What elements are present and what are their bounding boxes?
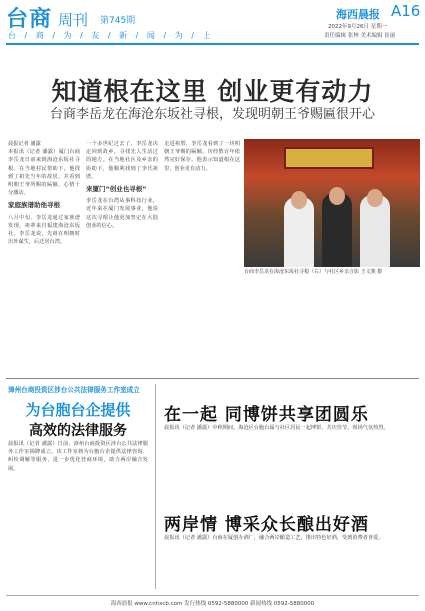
news-photo — [244, 139, 420, 267]
section-subhead: 来厦门“创业也寻根” — [86, 185, 147, 194]
page-header — [0, 0, 425, 44]
story3-headline: 两岸情 博采众长酿出好酒 — [164, 515, 369, 535]
person-head — [329, 187, 345, 205]
section-divider — [6, 378, 419, 379]
article-column-1 — [8, 140, 80, 375]
story2-body — [164, 424, 419, 506]
byline: 晨报记者 潘露 — [8, 141, 41, 147]
law-title-line1: 为台胞台企提供 — [25, 401, 131, 419]
law-title-line2: 高效的法律服务 — [29, 423, 127, 439]
law-kicker: 漳州台商投资区涉台公共法律服务工作室成立 — [8, 386, 140, 394]
person-head — [291, 191, 307, 209]
column-separator — [155, 384, 156, 589]
header-rule — [6, 43, 419, 45]
weekly-label: 周刊 — [58, 11, 89, 29]
issue-date: 2022年9月26日 星期一 — [328, 24, 388, 30]
newspaper-name: 海西晨报 — [336, 8, 380, 21]
article-text: 一个多世纪过去了，李岳龙决定回到故乡，寻找先人生活过的地方。在当地社区及乡亲的协助下，他顺利找到了李氏祖厝。 — [86, 141, 158, 180]
editor-credits: 责任编辑 张林 美术编辑 崔丽 — [324, 33, 396, 39]
article-text: 晨报讯（记者 潘露）中秋期间，海沧区台胞台属与社区居民一起博饼，共庆佳节，现场气氛热烈。 — [164, 425, 389, 431]
article-text: 走进祖厝，李岳龙看到了一块明朝王爷赐的匾额，历经数百年依然完好保存。他表示知道根在这里，创业更有动力。 — [164, 141, 240, 172]
photo-caption: 台商李岳龙在海沧东坂社寻根（右）与社区乡亲合影 王文骏 摄 — [244, 269, 383, 275]
law-article — [8, 440, 148, 590]
story2-headline: 在一起 同博饼共享团圆乐 — [164, 405, 369, 425]
plaque-image — [284, 147, 374, 169]
article-text: 八月中旬，李岳龙通过家族谱发现，祖辈来自福建海沧东坂社。李岳龙说，先祖在明朝时出外谋生，后迁居台湾。 — [8, 214, 80, 246]
main-headline: 知道根在这里 创业更有动力 — [51, 77, 374, 106]
page-footer: 海西晨报 www.cnhxcb.com 发行热线 0592-5880000 新闻热线 0592-5880000 — [6, 595, 419, 607]
brand-subline: 台 / 商 / 为 / 友 / 新 / 闻 / 为 / 上 — [8, 31, 214, 40]
article-text: 晨报讯（记者 潘露）日前，漳州台商投资区涉台公共法律服务工作室揭牌成立。该工作室将为台胞台企提供法律咨询、纠纷调解等服务，进一步优化营商环境，助力两岸融合发展。 — [8, 441, 148, 472]
article-column-2 — [86, 140, 158, 375]
section-subhead: 家庭族谱助他寻根 — [8, 201, 60, 210]
article-text: 李岳龙在台湾从事科技行业，近年来在厦门发展事业，他说这次寻根让他更加坚定在大陆创业的信心。 — [86, 198, 158, 229]
story3-body — [164, 534, 419, 592]
article-column-3 — [164, 140, 240, 375]
article-text: 晨报讯（记者 潘露）台商在厦创办酒厂，融合两岸酿造工艺，推出特色好酒，受到消费者喜爱。 — [164, 535, 384, 541]
brand-title: 台商 — [6, 6, 53, 32]
main-subheadline: 台商李岳龙在海沧东坂社寻根，发现明朝王爷赐匾很开心 — [49, 107, 375, 122]
page-number: A16 — [391, 2, 421, 20]
person-head — [367, 189, 383, 207]
article-text: 本报讯（记者 潘露）厦门台商李岳龙日前来到海沧东坂社寻根，在当地村民帮助下，他找到了祖先当年的故居，并看到明朝王爷所赐的匾额，心情十分激动。 — [8, 149, 80, 197]
issue-number: 第745期 — [100, 16, 136, 26]
